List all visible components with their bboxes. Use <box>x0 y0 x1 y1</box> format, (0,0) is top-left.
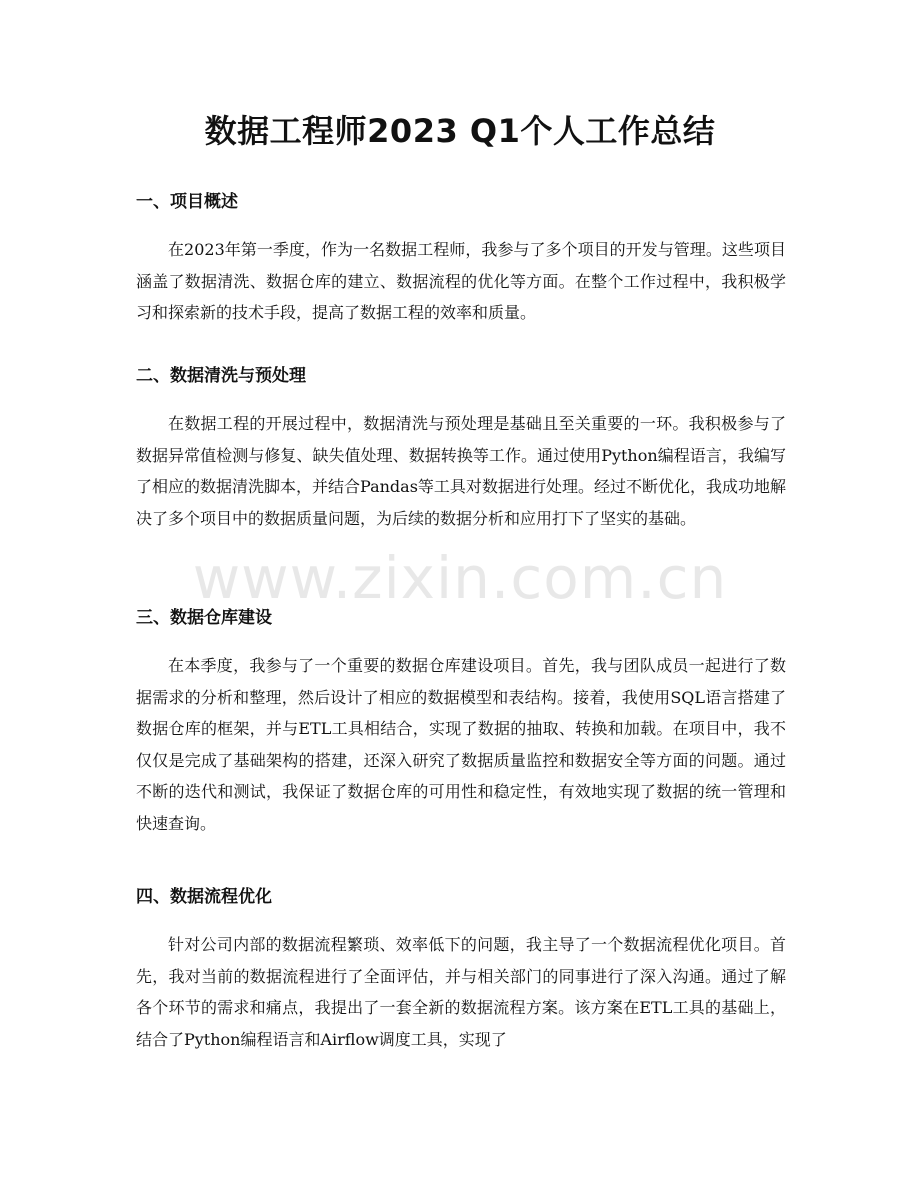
section-paragraph-data-cleaning: 在数据工程的开展过程中，数据清洗与预处理是基础且至关重要的一环。我积极参与了数据异常值检测与修复、缺失值处理、数据转换等工作。通过使用Python编程语言，我编写了相应的数据清洗脚本，并结合Pandas等工具对数据进行处理。经过不断优化，我成功地解决了多个项目中的数据质量问题，为后续的数据分析和应用打下了坚实的基础。 <box>136 414 786 528</box>
watermark: www.zixin.com.cn <box>192 544 728 612</box>
section-paragraph-process-optimization: 针对公司内部的数据流程繁琐、效率低下的问题，我主导了一个数据流程优化项目。首先，我对当前的数据流程进行了全面评估，并与相关部门的同事进行了深入沟通。通过了解各个环节的需求和痛点，我提出了一套全新的数据流程方案。该方案在ETL工具的基础上，结合了Python编程语言和Airflow调度工具，实现了 <box>136 935 786 1049</box>
section-paragraph-data-warehouse: 在本季度，我参与了一个重要的数据仓库建设项目。首先，我与团队成员一起进行了数据需求的分析和整理，然后设计了相应的数据模型和表结构。接着，我使用SQL语言搭建了数据仓库的框架，并与ETL工具相结合，实现了数据的抽取、转换和加载。在项目中，我不仅仅是完成了基础架构的搭建，还深入研究了数据质量监控和数据安全等方面的问题。通过不断的迭代和测试，我保证了数据仓库的可用性和稳定性，有效地实现了数据的统一管理和快速查询。 <box>136 656 786 833</box>
section-paragraph-overview: 在2023年第一季度，作为一名数据工程师，我参与了多个项目的开发与管理。这些项目涵盖了数据清洗、数据仓库的建立、数据流程的优化等方面。在整个工作过程中，我积极学习和探索新的技术手段，提高了数据工程的效率和质量。 <box>136 240 786 322</box>
section-heading-process-optimization: 四、数据流程优化 <box>136 887 272 907</box>
section-heading-data-warehouse: 三、数据仓库建设 <box>136 608 272 628</box>
section-heading-data-cleaning: 二、数据清洗与预处理 <box>136 366 306 386</box>
document-title: 数据工程师2023 Q1个人工作总结 <box>204 112 716 150</box>
section-heading-overview: 一、项目概述 <box>136 192 238 212</box>
